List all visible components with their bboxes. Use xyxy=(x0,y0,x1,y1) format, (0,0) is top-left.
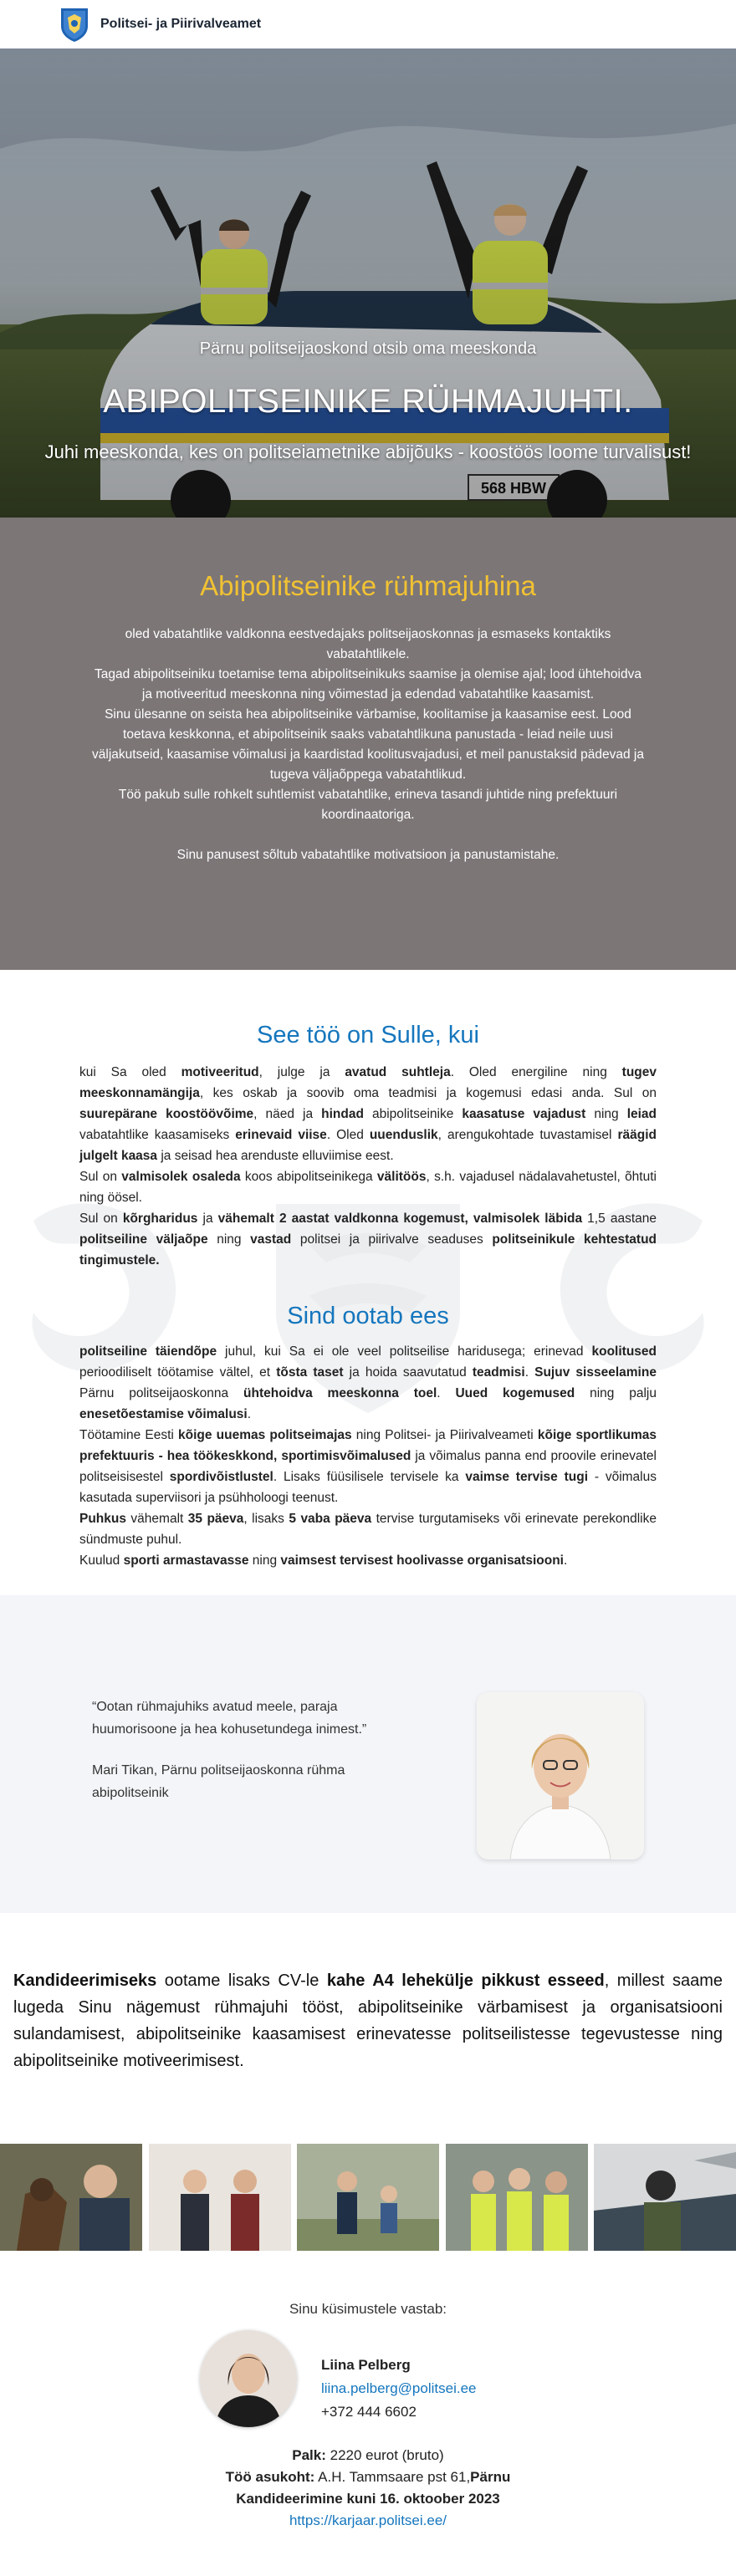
section-title-offer: Sind ootab ees xyxy=(287,1303,449,1329)
fit-para-2: Sul on valmisolek osaleda koos abipolitseinikega välitöös, s.h. vajadusel nädalavahetustel, õhtuti ning öösel. xyxy=(79,1170,657,1205)
salary-value: 2220 eurot (bruto) xyxy=(325,2447,444,2463)
location-value: A.H. Tammsaare pst 61, xyxy=(314,2469,471,2485)
offer-para-3: Puhkus vähemalt 35 päeva, lisaks 5 vaba päeva tervise turgutamiseks või erinevate perekondlike sündmuste puhul. xyxy=(79,1512,657,1547)
emphasis-text: uuenduslik xyxy=(369,1128,438,1142)
emphasis-text: vastad xyxy=(250,1232,292,1247)
career-site-link[interactable]: https://karjaar.politsei.ee/ xyxy=(289,2512,447,2528)
salary-row xyxy=(0,2445,736,2466)
emphasis-text: kaasatuse vajadust xyxy=(462,1107,586,1121)
location-city: Pärnu xyxy=(470,2469,511,2485)
contact-card xyxy=(321,2354,476,2424)
emphasis-text: 35 päeva xyxy=(187,1512,244,1526)
emphasis-text: kõige sportlikumas prefektuuris - hea töökeskkond, sportimisvõimalused xyxy=(79,1428,657,1463)
emphasis-text: politseinikule kehtestatud tingimustele. xyxy=(79,1232,657,1268)
fit-para-3: Sul on kõrgharidus ja vähemalt 2 aastat valdkonna kogemust, valmisolek läbida 1,5 aastane politseiline väljaõpe ning vastad politsei ja piirivalve seaduses politseinikule kehtestatud tingimustele. xyxy=(79,1211,657,1268)
hero-banner xyxy=(0,48,736,518)
photo-strip xyxy=(0,2144,736,2251)
testimonial-quote: “Ootan rühmajuhiks avatud meele, paraja huumorisoone ja hea kohusetundega inimest.” xyxy=(92,1700,367,1737)
emphasis-text: välitöös xyxy=(376,1170,427,1184)
photo-outdoor-family xyxy=(297,2144,439,2251)
intro-line: Sinu ülesanne on seista hea abipolitseinike värbamise, koolitamise ja kaasamise eest. Lood toetava keskkonna, et abipolitseinik saaks vabatahtlikuna panustada - leiad neile uusi väljakutseid, kaasamise võimalusi ja kaardistad koolitusvajadusi, et meil panustaksid pädevad ja tugeva väljaõppega vabatahtlikud. xyxy=(92,707,644,782)
emphasis-text: teadmisi xyxy=(472,1365,525,1380)
emphasis-text: Puhkus xyxy=(79,1512,126,1526)
intro-heading: Abipolitseinike rühmajuhina xyxy=(200,570,536,601)
job-facts xyxy=(0,2445,736,2532)
contact-section xyxy=(0,2251,736,2576)
emphasis-text: Kandideerimiseks xyxy=(13,1972,157,1990)
emphasis-text: koolitused xyxy=(591,1344,657,1359)
site-header xyxy=(0,0,736,48)
fit-para-1: kui Sa oled motiveeritud, julge ja avatud suhtleja. Oled energiline ning tugev meeskonnamängija, kes oskab ja soovib oma teadmisi ja kogemusi edasi anda. Sul on suurepärane koostöövõime, näed ja hindad abipolitseinike kaasatuse vajadust ning leiad vabatahtlike kaasamiseks erinevaid viise. Oled uuenduslik, arengukohtade tuvastamisel räägid julgelt kaasa ja seisad hea arenduste elluviimise eest. xyxy=(79,1065,657,1163)
emphasis-text: spordivõistlustel xyxy=(169,1470,273,1484)
fit-paragraphs xyxy=(79,1062,657,1271)
salary-label: Palk: xyxy=(292,2447,326,2463)
offer-para-4: Kuulud sporti armastavasse ning vaimsest tervisest hoolivasse organisatsiooni. xyxy=(79,1553,568,1568)
contact-phone[interactable]: +372 444 6602 xyxy=(321,2404,417,2420)
intro-line: Tagad abipolitseiniku toetamise tema abipolitseinikuks saamise ja olemise ajal; lood ühtehoidva ja motiveeritud meeskonna ning võimestad ja edendad vabatahtlike kaasamist. xyxy=(95,667,641,701)
application-deadline: Kandideerimine kuni 16. oktoober 2023 xyxy=(236,2491,500,2507)
intro-line: Töö pakub sulle rohkelt suhtlemist vabatahtlike, erineva tasandi juhtide ning prefektuuri koordinaatoriga. xyxy=(118,788,618,822)
emphasis-text: politseiline täiendõpe xyxy=(79,1344,217,1359)
intro-line: oled vabatahtlike valdkonna eestvedajaks politseijaoskonnas ja esmaseks kontaktiks vabatahtlikele. xyxy=(125,627,611,661)
hero-title: ABIPOLITSEINIKE RÜHMAJUHTI. xyxy=(103,383,633,420)
emphasis-text: kahe A4 lehekülje pikkust esseed xyxy=(326,1972,605,1990)
offer-paragraphs xyxy=(79,1341,657,1571)
emphasis-text: motiveeritud xyxy=(181,1065,259,1079)
hero-tagline: Juhi meeskonda, kes on politseiametnike abijõuks - koostöös loome turvalisust! xyxy=(44,441,692,462)
emphasis-text: 5 vaba päeva xyxy=(289,1512,372,1526)
location-label: Töö asukoht: xyxy=(225,2469,315,2485)
emphasis-text: vaimsest tervisest hoolivasse organisatsiooni xyxy=(280,1553,564,1568)
emphasis-text: tugev meeskonnamängija xyxy=(79,1065,657,1100)
section-title-fit: See töö on Sulle, kui xyxy=(256,1022,479,1048)
content-section xyxy=(0,970,736,1595)
emphasis-text: hindad xyxy=(321,1107,364,1121)
offer-para-1: politseiline täiendõpe juhul, kui Sa ei ole veel politseilise haridusega; erinevad koolitused perioodiliselt töötamise vältel, et tõsta taset ja hoida saavutatud teadmisi. Sujuv sisseelamine Pärnu politseijaoskonna ühtehoidva meeskonna toel. Uued kogemused ning palju enesetõestamise võimalusi. xyxy=(79,1344,657,1421)
testimonial-portrait xyxy=(477,1692,644,1859)
photo-volunteers-vests xyxy=(446,2144,588,2251)
emphasis-text: politseiline väljaõpe xyxy=(79,1232,208,1247)
emphasis-text: avatud suhtleja xyxy=(345,1065,451,1079)
emphasis-text: leiad xyxy=(626,1107,657,1121)
emphasis-text: vähemalt 2 aastat valdkonna kogemust, valmisolek läbida xyxy=(217,1211,583,1226)
intro-body xyxy=(92,625,644,865)
emphasis-text: Sujuv sisseelamine xyxy=(534,1365,657,1380)
ppa-shield-logo[interactable] xyxy=(59,6,90,43)
emphasis-text: suurepärane koostöövõime xyxy=(79,1107,254,1121)
emphasis-text: kõrgharidus xyxy=(122,1211,198,1226)
contact-email-link[interactable]: liina.pelberg@politsei.ee xyxy=(321,2380,477,2396)
testimonial-author: Mari Tikan, Pärnu politseijaoskonna rühma abipolitseinik xyxy=(92,1763,345,1800)
photo-helicopter-crew xyxy=(594,2144,736,2251)
testimonial-section xyxy=(0,1595,736,1913)
location-row xyxy=(0,2466,736,2488)
application-instructions: Kandideerimiseks ootame lisaks CV-le kahe A4 lehekülje pikkust esseed, millest saame lugeda Sinu nägemust rühmajuhi tööst, abipolitseinike värbamisest ja organisatsiooni sulandamisest, abipolitseinike kaasamisest erinevatesse politseilistesse tegevustesse ning abipolitseinike motiveerimisest. xyxy=(13,1972,723,2070)
emphasis-text: erinevaid viise xyxy=(235,1128,327,1142)
avatar xyxy=(200,2330,297,2427)
emphasis-text: vaimse tervise tugi xyxy=(465,1470,588,1484)
photo-group-indoors xyxy=(149,2144,291,2251)
role-intro-section xyxy=(0,518,736,970)
emphasis-text: Uued kogemused xyxy=(455,1386,575,1400)
emphasis-text: tõsta taset xyxy=(276,1365,344,1380)
testimonial xyxy=(92,1696,410,1804)
emphasis-text: valmisolek osaleda xyxy=(121,1170,241,1184)
emphasis-text: räägid julgelt kaasa xyxy=(79,1128,657,1163)
emphasis-text: enesetõestamise võimalusi xyxy=(79,1407,248,1421)
emphasis-text: sporti armastavasse xyxy=(123,1553,249,1568)
photo-officer-with-dog xyxy=(0,2144,142,2251)
intro-closing: Sinu panusest sõltub vabatahtlike motivatsioon ja panustamistahe. xyxy=(176,848,560,862)
emphasis-text: ühtehoidva meeskonna toel xyxy=(243,1386,437,1400)
contact-heading: Sinu küsimustele vastab: xyxy=(289,2301,447,2317)
offer-para-2: Töötamine Eesti kõige uuemas politseimajas ning Politsei- ja Piirivalveameti kõige sportlikumas prefektuuris - hea töökeskkond, sportimisvõimalused ja võimalus panna end proovile erinevatel politseisisestel spordivõistlustel. Lisaks füüsilisele tervisele ka vaimse tervise tugi - võimalus kasutada superviisori ja psühholoogi teenust. xyxy=(79,1428,657,1505)
contact-name: Liina Pelberg xyxy=(321,2357,411,2373)
brand-name[interactable]: Politsei- ja Piirivalveamet xyxy=(100,17,262,31)
emphasis-text: kõige uuemas politseimajas xyxy=(178,1428,352,1442)
hero-subtitle: Pärnu politseijaoskond otsib oma meeskonda xyxy=(199,339,537,358)
